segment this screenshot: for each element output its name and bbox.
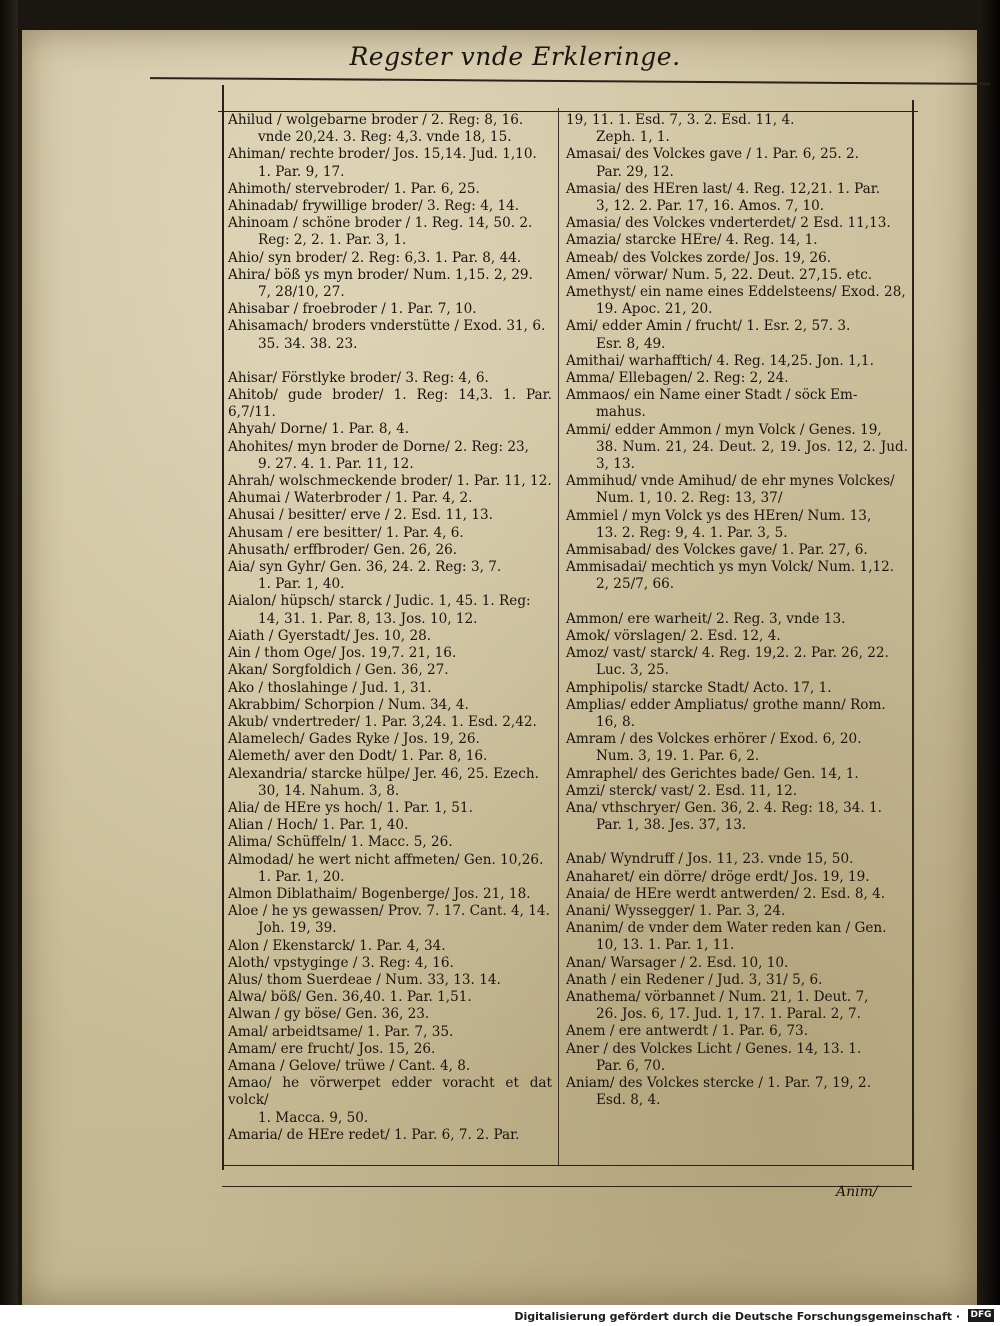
- entry-continuation: 10, 13. 1. Par. 1, 11.: [596, 937, 735, 954]
- entry-continuation: Reg: 2, 2. 1. Par. 3, 1.: [258, 232, 407, 249]
- entry-continuation: Par. 29, 12.: [596, 163, 674, 180]
- index-entry: [228, 198, 552, 215]
- entry-continuation: Luc. 3, 25.: [596, 662, 669, 679]
- entry-continuation: vnde 20,24. 3. Reg: 4,3. vnde 18, 15.: [258, 129, 512, 146]
- entry-line: Ana/ vthschryer/ Gen. 36, 2. 4. Reg: 18, 34. 1.: [566, 799, 882, 816]
- index-entry: [566, 766, 908, 783]
- entry-line: Ammisabad/ des Volckes gave/ 1. Par. 27, 6.: [566, 542, 868, 559]
- entry-continuation: Par. 6, 70.: [596, 1057, 666, 1074]
- frame-left-rule: [222, 85, 224, 1170]
- entry-continuation: 1. Par. 9, 17.: [258, 163, 345, 180]
- entry-continuation: 3, 12. 2. Par. 17, 16. Amos. 7, 10.: [596, 198, 825, 215]
- entry-line: Ahusam / ere besitter/ 1. Par. 4, 6.: [228, 524, 464, 541]
- entry-line: Amok/ vörslagen/ 2. Esd. 12, 4.: [566, 627, 781, 644]
- index-entry: [228, 250, 552, 267]
- index-entry: [566, 920, 908, 954]
- entry-line: Alemeth/ aver den Dodt/ 1. Par. 8, 16.: [228, 748, 488, 765]
- entry-line: Amaria/ de HEre redet/ 1. Par. 6, 7. 2. Par.: [228, 1126, 520, 1143]
- index-entry: [566, 387, 908, 421]
- index-entry: [228, 112, 552, 146]
- entry-line: Ahusai / besitter/ erve / 2. Esd. 11, 13.: [228, 507, 493, 524]
- entry-continuation: 1. Par. 1, 20.: [258, 868, 345, 885]
- column-divider: [558, 108, 559, 1166]
- index-entry: [228, 852, 552, 886]
- entry-line: Amal/ arbeidtsame/ 1. Par. 7, 35.: [228, 1023, 454, 1040]
- index-entry: [228, 800, 552, 817]
- entry-line: Ahimoth/ stervebroder/ 1. Par. 6, 25.: [228, 180, 480, 197]
- index-entry: [228, 1006, 552, 1023]
- entry-continuation: 14, 31. 1. Par. 8, 13. Jos. 10, 12.: [258, 610, 478, 627]
- entry-continuation: 16, 8.: [596, 713, 635, 730]
- entry-line: Ahilud / wolgebarne broder / 2. Reg: 8, 16.: [228, 112, 524, 128]
- entry-continuation: 1. Macca. 9, 50.: [258, 1109, 369, 1126]
- index-entry: [566, 800, 908, 834]
- index-entry: [566, 869, 908, 886]
- entry-line: Ammiel / myn Volck ys des HEren/ Num. 13,: [566, 507, 872, 524]
- index-entry: [228, 593, 552, 627]
- entry-line: Ahohites/ myn broder de Dorne/ 2. Reg: 23,: [228, 438, 529, 455]
- entry-line: Alus/ thom Suerdeae / Num. 33, 13. 14.: [228, 971, 501, 988]
- index-entry: [228, 559, 552, 593]
- entry-line: Ahisamach/ broders vnderstütte / Exod. 31, 6.: [228, 318, 546, 335]
- index-entry: [228, 817, 552, 834]
- entry-line: Ammaos/ ein Name einer Stadt / söck Em-: [566, 387, 858, 404]
- index-entry: [566, 508, 908, 542]
- entry-line: Anaharet/ ein dörre/ dröge erdt/ Jos. 19, 19.: [566, 868, 870, 885]
- entry-continuation: 7, 28/10, 27.: [258, 284, 345, 301]
- dfg-logo: DFG: [968, 1309, 994, 1322]
- index-entry: [228, 473, 552, 490]
- entry-line: Anab/ Wyndruff / Jos. 11, 23. vnde 15, 50.: [566, 851, 854, 868]
- entry-line: Amram / des Volckes erhörer / Exod. 6, 20.: [566, 731, 862, 748]
- entry-line: Amazia/ starcke HEre/ 4. Reg. 14, 1.: [566, 232, 818, 249]
- entry-continuation: Par. 1, 38. Jes. 37, 13.: [596, 817, 747, 834]
- index-entry: [228, 938, 552, 955]
- entry-continuation: 35. 34. 38. 23.: [258, 335, 358, 352]
- entry-line: Almodad/ he wert nicht affmeten/ Gen. 10,26.: [228, 851, 544, 868]
- index-entry: [566, 851, 908, 868]
- index-entry: [566, 645, 908, 679]
- index-entry: [566, 146, 908, 180]
- index-entry: [228, 542, 552, 559]
- index-entry: [566, 731, 908, 765]
- index-entry: [228, 834, 552, 851]
- index-entry: [228, 886, 552, 903]
- entry-line: Alwa/ böß/ Gen. 36,40. 1. Par. 1,51.: [228, 989, 472, 1006]
- scan-edge-left: [0, 0, 18, 1326]
- entry-line: Amzi/ sterck/ vast/ 2. Esd. 11, 12.: [566, 782, 798, 799]
- entry-line: Ahisar/ Förstlyke broder/ 3. Reg: 4, 6.: [228, 369, 489, 386]
- entry-line: Alian / Hoch/ 1. Par. 1, 40.: [228, 817, 409, 834]
- entry-line: Ammon/ ere warheit/ 2. Reg. 3, vnde 13.: [566, 610, 846, 627]
- index-entry: [566, 697, 908, 731]
- footer-rule-lower: [222, 1186, 912, 1187]
- index-entry: [228, 680, 552, 697]
- entry-line: Ammihud/ vnde Amihud/ de ehr mynes Volckes/: [566, 473, 895, 490]
- entry-line: Alon / Ekenstarck/ 1. Par. 4, 34.: [228, 937, 446, 954]
- entry-line: Ammi/ edder Ammon / myn Volck / Genes. 19,: [566, 421, 882, 438]
- entry-line: Amasia/ des HEren last/ 4. Reg. 12,21. 1. Par.: [566, 180, 881, 197]
- index-entry: [228, 267, 552, 301]
- index-entry: [228, 766, 552, 800]
- entry-continuation: Num. 3, 19. 1. Par. 6, 2.: [596, 748, 760, 765]
- entry-continuation: Esr. 8, 49.: [596, 335, 666, 352]
- index-entry: [228, 215, 552, 249]
- entry-line: Amplias/ edder Ampliatus/ grothe mann/ Rom.: [566, 696, 886, 713]
- index-entry: [566, 886, 908, 903]
- entry-line: Aniam/ des Volckes stercke / 1. Par. 7, 19, 2.: [566, 1074, 872, 1091]
- entry-line: Amethyst/ ein name eines Eddelsteens/ Exod. 28,: [566, 284, 906, 301]
- entry-line: Amasai/ des Volckes gave / 1. Par. 6, 25. 2.: [566, 146, 860, 163]
- index-entry: [228, 490, 552, 507]
- index-entry: [566, 955, 908, 972]
- index-entry: [228, 370, 552, 387]
- index-entry: [228, 439, 552, 473]
- entry-line: Akan/ Sorgfoldich / Gen. 36, 27.: [228, 662, 449, 679]
- index-entry: [228, 662, 552, 679]
- index-entry: [228, 1075, 552, 1127]
- index-entry: [228, 1024, 552, 1041]
- index-entry: [228, 972, 552, 989]
- entry-line: Ahinadab/ frywillige broder/ 3. Reg: 4, 14.: [228, 198, 520, 215]
- entry-line: Ami/ edder Amin / frucht/ 1. Esr. 2, 57. 3.: [566, 318, 851, 335]
- catchword: Anim/: [836, 1184, 878, 1200]
- entry-line: Ahusath/ erffbroder/ Gen. 26, 26.: [228, 541, 458, 558]
- index-entry: [566, 680, 908, 697]
- entry-line: Ahitob/ gude broder/ 1. Reg: 14,3. 1. Par. 6,7/11.: [228, 387, 552, 421]
- entry-line: Alia/ de HEre ys hoch/ 1. Par. 1, 51.: [228, 799, 473, 816]
- index-entry: [566, 215, 908, 232]
- entry-continuation: Zeph. 1, 1.: [596, 129, 670, 146]
- index-entry: [228, 714, 552, 731]
- index-entry: [566, 989, 908, 1023]
- scan-edge-right: [978, 0, 1000, 1326]
- index-entry: [228, 645, 552, 662]
- entry-continuation: 9. 27. 4. 1. Par. 11, 12.: [258, 455, 414, 472]
- entry-line: Ahyah/ Dorne/ 1. Par. 8, 4.: [228, 421, 410, 438]
- entry-line: Ahio/ syn broder/ 2. Reg: 6,3. 1. Par. 8, 44.: [228, 249, 522, 266]
- entry-line: Anem / ere antwerdt / 1. Par. 6, 73.: [566, 1023, 809, 1040]
- entry-line: Anathema/ vörbannet / Num. 21, 1. Deut. 7,: [566, 988, 869, 1005]
- index-entry: [566, 284, 908, 318]
- index-entry: [228, 989, 552, 1006]
- entry-line: Akrabbim/ Schorpion / Num. 34, 4.: [228, 696, 469, 713]
- entry-line: Amana / Gelove/ trüwe / Cant. 4, 8.: [228, 1057, 471, 1074]
- entry-line: Ahumai / Waterbroder / 1. Par. 4, 2.: [228, 490, 473, 507]
- index-entry: [566, 181, 908, 215]
- index-entry: [228, 387, 552, 421]
- footer-rule: [222, 1165, 912, 1166]
- index-entry: [566, 628, 908, 645]
- entry-line: Alima/ Schüffeln/ 1. Macc. 5, 26.: [228, 834, 453, 851]
- entry-line: Ahiman/ rechte broder/ Jos. 15,14. Jud. 1,10.: [228, 146, 537, 163]
- entry-continuation: 30, 14. Nahum. 3, 8.: [258, 782, 400, 799]
- entry-line: Anan/ Warsager / 2. Esd. 10, 10.: [566, 954, 789, 971]
- entry-line: Alamelech/ Gades Ryke / Jos. 19, 26.: [228, 731, 480, 748]
- index-entry: [228, 1058, 552, 1075]
- entry-line: Aia/ syn Gyhr/ Gen. 36, 24. 2. Reg: 3, 7.: [228, 559, 502, 576]
- index-entry: [228, 1041, 552, 1058]
- page-title: Regster vnde Erkleringe.: [349, 42, 681, 71]
- index-entry: [566, 972, 908, 989]
- index-entry: [228, 301, 552, 318]
- entry-continuation: 2, 25/7, 66.: [596, 576, 675, 593]
- index-entry: [566, 250, 908, 267]
- entry-continuation: Joh. 19, 39.: [258, 920, 337, 937]
- index-entry: [566, 267, 908, 284]
- entry-line: Ananim/ de vnder dem Water reden kan / Gen.: [566, 920, 887, 937]
- entry-line: Anath / ein Redener / Jud. 3, 31/ 5, 6.: [566, 971, 823, 988]
- entry-continuation: Esd. 8, 4.: [596, 1092, 661, 1109]
- index-entry: [228, 628, 552, 645]
- entry-line: Alexandria/ starcke hülpe/ Jer. 46, 25. Ezech.: [228, 765, 539, 782]
- entry-line: Almon Diblathaim/ Bogenberge/ Jos. 21, 18.: [228, 885, 531, 902]
- entry-line: Amam/ ere frucht/ Jos. 15, 26.: [228, 1040, 436, 1057]
- entry-line: Alwan / gy böse/ Gen. 36, 23.: [228, 1006, 430, 1023]
- index-entry: [228, 146, 552, 180]
- index-entry: [566, 1023, 908, 1040]
- entry-line: Amen/ vörwar/ Num. 5, 22. Deut. 27,15. etc.: [566, 266, 873, 283]
- entry-continuation: mahus.: [596, 404, 646, 421]
- footer-credit: Digitalisierung gefördert durch die Deutsche Forschungsgemeinschaft ·: [514, 1310, 960, 1323]
- entry-line: Amphipolis/ starcke Stadt/ Acto. 17, 1.: [566, 679, 832, 696]
- index-entry: [228, 181, 552, 198]
- index-entry: [228, 955, 552, 972]
- entry-line: Anani/ Wyssegger/ 1. Par. 3, 24.: [566, 902, 786, 919]
- entry-line: Amoz/ vast/ starck/ 4. Reg. 19,2. 2. Par. 26, 22.: [566, 645, 889, 662]
- index-entry: [566, 232, 908, 249]
- index-entry: [566, 112, 908, 146]
- entry-line: 19, 11. 1. Esd. 7, 3. 2. Esd. 11, 4.: [566, 112, 795, 128]
- entry-continuation: 26. Jos. 6, 17. Jud. 1, 17. 1. Paral. 2, 7.: [596, 1006, 861, 1023]
- index-entry: [228, 1127, 552, 1144]
- entry-line: Amraphel/ des Gerichtes bade/ Gen. 14, 1.: [566, 765, 859, 782]
- entry-line: Ahinoam / schöne broder / 1. Reg. 14, 50. 2.: [228, 215, 533, 232]
- entry-continuation: Num. 1, 10. 2. Reg: 13, 37/: [596, 490, 783, 507]
- entry-line: Ameab/ des Volckes zorde/ Jos. 19, 26.: [566, 249, 832, 266]
- index-entry: [228, 421, 552, 438]
- entry-line: Aiath / Gyerstadt/ Jes. 10, 28.: [228, 627, 432, 644]
- index-entry: [566, 611, 908, 628]
- entry-line: Amithai/ warhafftich/ 4. Reg. 14,25. Jon. 1,1.: [566, 352, 874, 369]
- index-entry: [228, 525, 552, 542]
- left-column: [228, 112, 552, 1144]
- entry-line: Akub/ vndertreder/ 1. Par. 3,24. 1. Esd. 2,42.: [228, 713, 537, 730]
- index-entry: [566, 473, 908, 507]
- digitization-footer: [0, 1305, 1000, 1326]
- entry-line: Amasia/ des Volckes vnderterdet/ 2 Esd. 11,13.: [566, 215, 891, 232]
- frame-right-rule: [912, 100, 914, 1170]
- entry-line: Aloe / he ys gewassen/ Prov. 7. 17. Cant. 4, 14.: [228, 903, 550, 920]
- index-entry: [566, 783, 908, 800]
- index-entry: [228, 318, 552, 352]
- index-entry: [566, 1075, 908, 1109]
- index-entry: [566, 422, 908, 474]
- entry-continuation: 13. 2. Reg: 9, 4. 1. Par. 3, 5.: [596, 524, 788, 541]
- index-entry: [566, 903, 908, 920]
- index-entry: [228, 748, 552, 765]
- entry-line: Aloth/ vpstyginge / 3. Reg: 4, 16.: [228, 954, 454, 971]
- entry-line: Ammisadai/ mechtich ys myn Volck/ Num. 1,12.: [566, 559, 895, 576]
- entry-continuation: 1. Par. 1, 40.: [258, 576, 345, 593]
- entry-line: Aner / des Volckes Licht / Genes. 14, 13. 1.: [566, 1040, 862, 1057]
- index-entry: [228, 731, 552, 748]
- entry-line: Aialon/ hüpsch/ starck / Judic. 1, 45. 1. Reg:: [228, 593, 531, 610]
- index-entry: [566, 542, 908, 559]
- entry-line: Ahrah/ wolschmeckende broder/ 1. Par. 11, 12.: [228, 473, 552, 490]
- entry-line: Ako / thoslahinge / Jud. 1, 31.: [228, 679, 432, 696]
- entry-line: Anaia/ de HEre werdt antwerden/ 2. Esd. 8, 4.: [566, 885, 886, 902]
- entry-continuation: 19. Apoc. 21, 20.: [596, 301, 713, 318]
- entry-line: Ahira/ böß ys myn broder/ Num. 1,15. 2, 29.: [228, 266, 533, 283]
- entry-continuation: 38. Num. 21, 24. Deut. 2, 19. Jos. 12, 2. Jud. 3, 13.: [596, 438, 908, 473]
- index-entry: [566, 370, 908, 387]
- index-entry: [566, 353, 908, 370]
- right-column: [566, 112, 908, 1109]
- index-entry: [228, 507, 552, 524]
- index-entry: [566, 318, 908, 352]
- index-entry: [566, 1041, 908, 1075]
- entry-line: Ain / thom Oge/ Jos. 19,7. 21, 16.: [228, 645, 457, 662]
- index-entry: [566, 559, 908, 593]
- entry-line: Amao/ he vörwerpet edder voracht et dat volck/: [228, 1075, 552, 1109]
- entry-line: Amma/ Ellebagen/ 2. Reg: 2, 24.: [566, 370, 789, 387]
- index-entry: [228, 697, 552, 714]
- index-entry: [228, 903, 552, 937]
- entry-line: Ahisabar / froebroder / 1. Par. 7, 10.: [228, 301, 477, 318]
